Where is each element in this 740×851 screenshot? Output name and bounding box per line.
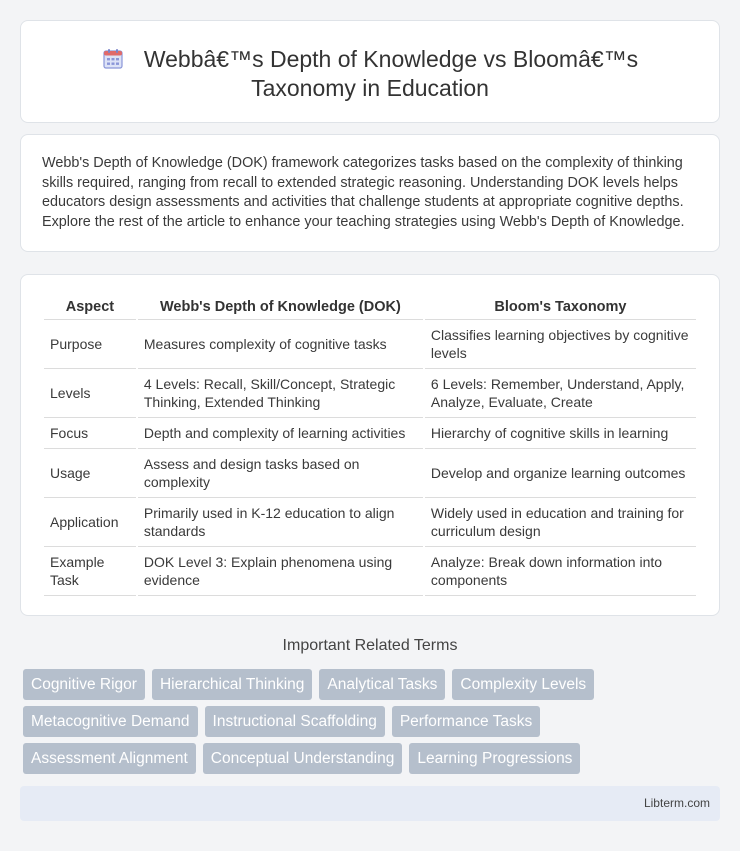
cell-bloom: Classifies learning objectives by cognitive levels <box>425 320 696 369</box>
intro-paragraph: Webb's Depth of Knowledge (DOK) framework categorizes tasks based on the complexity of thinking skills required, ranging from recall to extended strategic reasoning. Understanding DOK levels helps educators design assessments and activities that challenge students at appropriate cognitive depths. Explore the rest of the article to enhance your teaching strategies using Webb's Depth of Knowledge. <box>42 155 685 230</box>
tag-assessment-alignment[interactable]: Assessment Alignment <box>23 743 196 774</box>
cell-bloom: Widely used in education and training for curriculum design <box>425 498 696 547</box>
table-row <box>44 547 696 596</box>
title-card <box>20 20 720 123</box>
cell-aspect: Focus <box>44 418 136 449</box>
comparison-table <box>42 294 698 596</box>
document-icon <box>102 48 124 70</box>
tag-complexity-levels[interactable]: Complexity Levels <box>452 669 594 700</box>
title-line-1: Webbâ€™s Depth of Knowledge vs Bloomâ€™s <box>143 46 639 72</box>
tag-hierarchical-thinking[interactable]: Hierarchical Thinking <box>152 669 312 700</box>
footer <box>20 786 720 821</box>
table-header-row <box>44 294 696 320</box>
cell-aspect: Application <box>44 498 136 547</box>
related-terms <box>23 669 723 780</box>
table-row <box>44 418 696 449</box>
page-title <box>21 45 719 103</box>
title-line-2: Taxonomy in Education <box>251 75 489 101</box>
tag-row <box>23 706 723 737</box>
cell-bloom: Analyze: Break down information into components <box>425 547 696 596</box>
cell-dok: 4 Levels: Recall, Skill/Concept, Strategic Thinking, Extended Thinking <box>138 369 423 418</box>
tag-conceptual-understanding[interactable]: Conceptual Understanding <box>203 743 403 774</box>
header-dok: Webb's Depth of Knowledge (DOK) <box>138 294 423 320</box>
cell-bloom: Develop and organize learning outcomes <box>425 449 696 498</box>
related-terms-title: Important Related Terms <box>282 637 458 654</box>
cell-dok: Primarily used in K-12 education to align standards <box>138 498 423 547</box>
header-aspect: Aspect <box>44 294 136 320</box>
tag-metacognitive-demand[interactable]: Metacognitive Demand <box>23 706 198 737</box>
cell-bloom: 6 Levels: Remember, Understand, Apply, Analyze, Evaluate, Create <box>425 369 696 418</box>
tag-row <box>23 669 723 700</box>
table-row <box>44 498 696 547</box>
cell-aspect: Example Task <box>44 547 136 596</box>
tag-analytical-tasks[interactable]: Analytical Tasks <box>319 669 445 700</box>
table-row <box>44 369 696 418</box>
tag-cognitive-rigor[interactable]: Cognitive Rigor <box>23 669 145 700</box>
footer-site-link[interactable]: Libterm.com <box>643 796 710 810</box>
cell-aspect: Levels <box>44 369 136 418</box>
table-row <box>44 320 696 369</box>
cell-dok: Assess and design tasks based on complexity <box>138 449 423 498</box>
cell-dok: Depth and complexity of learning activities <box>138 418 423 449</box>
tag-learning-progressions[interactable]: Learning Progressions <box>409 743 580 774</box>
cell-aspect: Purpose <box>44 320 136 369</box>
cell-bloom: Hierarchy of cognitive skills in learning <box>425 418 696 449</box>
cell-aspect: Usage <box>44 449 136 498</box>
table-row <box>44 449 696 498</box>
tag-performance-tasks[interactable]: Performance Tasks <box>392 706 540 737</box>
header-bloom: Bloom's Taxonomy <box>425 294 696 320</box>
tag-instructional-scaffolding[interactable]: Instructional Scaffolding <box>205 706 385 737</box>
cell-dok: Measures complexity of cognitive tasks <box>138 320 423 369</box>
comparison-card <box>20 274 720 616</box>
intro-card <box>20 134 720 252</box>
tag-row <box>23 743 723 774</box>
cell-dok: DOK Level 3: Explain phenomena using evidence <box>138 547 423 596</box>
